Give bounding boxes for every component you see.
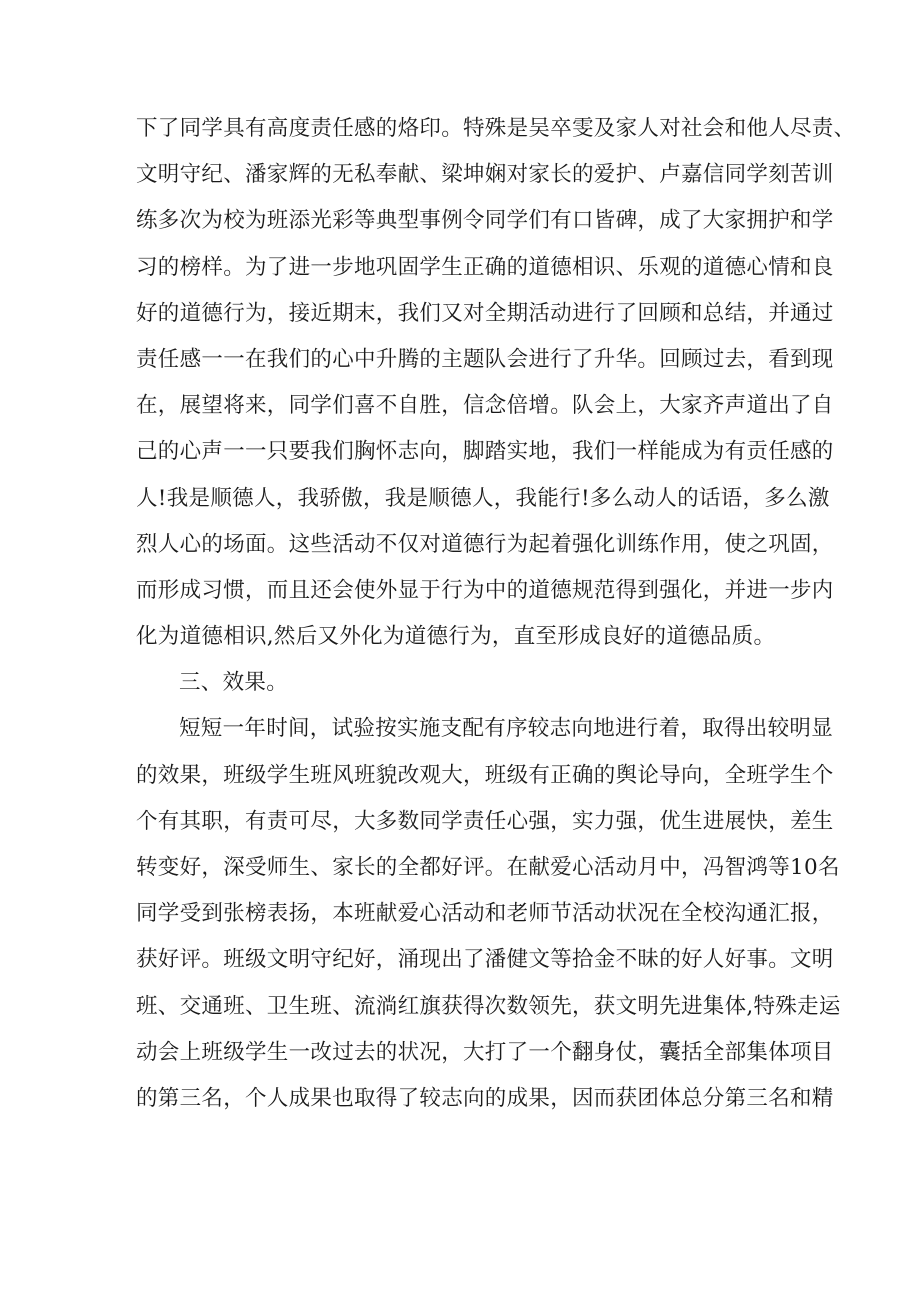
- text-line: 同学受到张榜表扬，本班献爱心活动和老师节活动状况在全校沟通汇报，: [136, 901, 834, 927]
- text-line: 班、交通班、卫生班、流淌红旗获得次数领先，获文明先进集体,特殊走运: [136, 993, 841, 1019]
- text-line: 动会上班级学生一改过去的状况，大打了一个翻身仗，囊括全部集体项目: [136, 1039, 834, 1065]
- text-line: 个有其职，有责可尽，大多数同学责任心强，实力强，优生进展快，差生: [136, 808, 834, 834]
- text-line: 责任感一一在我们的心中升腾的主题队会进行了升华。回顾过去，看到现: [136, 346, 834, 372]
- text-line: 转变好，深受师生、家长的全都好评。在献爱心活动月中，冯智鸿等10名: [136, 855, 840, 880]
- text-line: 练多次为校为班添光彩等典型事例令同学们有口皆碑，成了大家拥护和学: [136, 208, 834, 234]
- section-heading: [136, 660, 796, 706]
- text-line: 化为道德相识,然后又外化为道德行为，直至形成良好的道德品质。: [136, 624, 776, 650]
- text-line: 在，展望将来，同学们喜不自胜，信念倍增。队会上，大家齐声道出了自: [136, 393, 834, 419]
- text-line: 获好评。班级文明守纪好，涌现出了潘健文等拾金不昧的好人好事。文明: [136, 947, 834, 973]
- text-line: 文明守纪、潘家辉的无私奉献、梁坤娴对家长的爱护、卢嘉信同学刻苦训: [136, 162, 834, 188]
- text-line: 习的榜样。为了进一步地巩固学生正确的道德相识、乐观的道德心情和良: [136, 254, 834, 280]
- text-line: 烈人心的场面。这些活动不仅对道德行为起着强化训练作用，使之巩固，: [136, 531, 834, 557]
- text-line: 的效果，班级学生班风班貌改观大，班级有正确的舆论导向，全班学生个: [136, 762, 834, 788]
- text-line: 己的心声一一只要我们胸怀志向，脚踏实地，我们一样能成为有贡任感的: [136, 439, 834, 465]
- paragraph-2: [136, 706, 841, 1122]
- document-body: [136, 106, 856, 1122]
- heading-effects: 三、效果。: [179, 670, 289, 696]
- text-line: 而形成习惯，而且还会使外显于行为中的道德规范得到强化，并进一步内: [136, 577, 834, 603]
- text-line: 人!我是顺德人，我骄傲，我是顺德人，我能行!多么动人的话语，多么激: [136, 485, 830, 511]
- text-line: 的第三名，个人成果也取得了较志向的成果，因而获团体总分第三名和精: [136, 1085, 834, 1111]
- text-line: 短短一年时间，试验按实施支配有序较志向地进行着，取得出较明显: [179, 716, 834, 742]
- text-line: 好的道德行为，接近期末，我们又对全期活动进行了回顾和总结，并通过: [136, 300, 834, 326]
- text-line: 下了同学具有高度责任感的烙印。特殊是吴卒雯及家人对社会和他人尽责、: [136, 116, 856, 141]
- paragraph-1: [136, 106, 856, 660]
